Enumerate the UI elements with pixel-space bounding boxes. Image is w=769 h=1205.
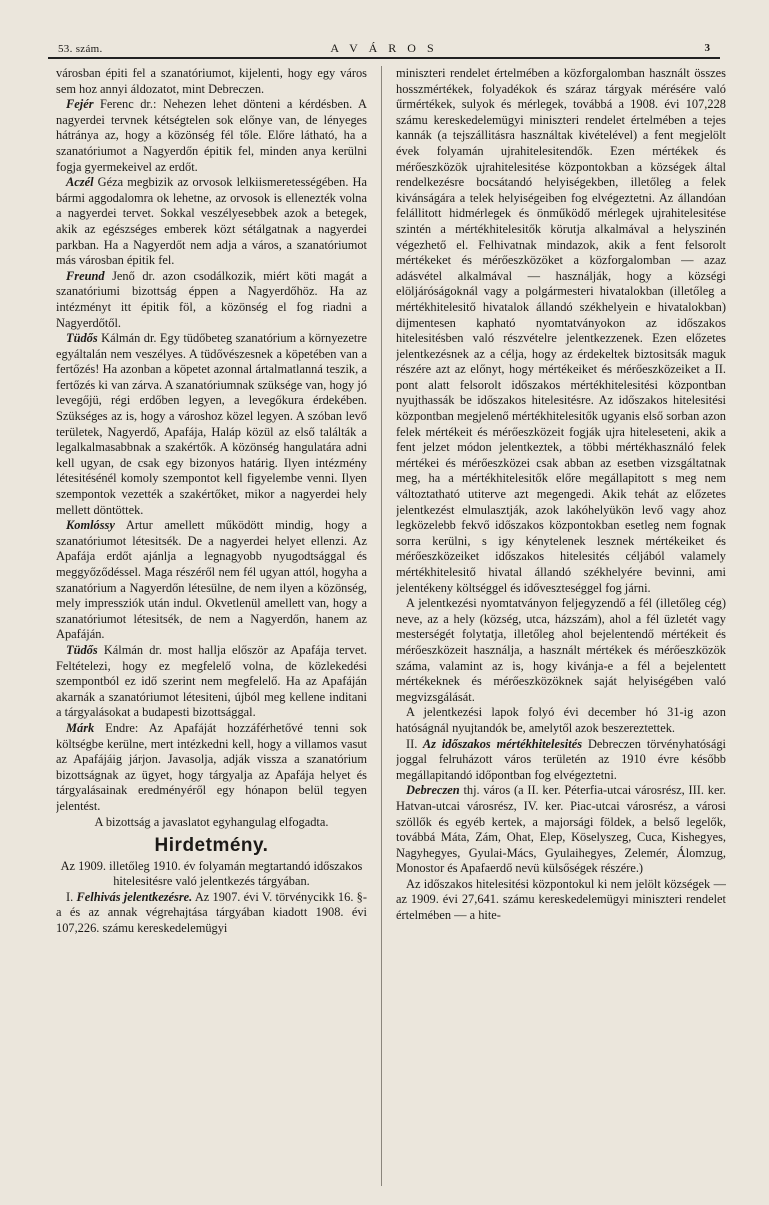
- paragraph-text: Debreczen törvényhatósági joggal felruházott város területén az 1910 évre később megállapitandó időpontban fog elvégeztetni.: [396, 736, 726, 782]
- paragraph: [56, 643, 367, 721]
- paragraph-text: Jenő dr. azon csodálkozik, miért köti magát a szanatóriumi bizottság éppen a Nagyerdőhöz. Ha az intézményt itt épitik föl, a közönség el fog riadni a Nagyerdőtől.: [56, 268, 367, 330]
- closing-line: A bizottság a javaslatot egyhangulag elfogadta.: [94, 814, 329, 829]
- speaker-name: Tüdős: [66, 642, 98, 657]
- left-column: [56, 66, 367, 1196]
- section-title: Felhivás jelentkezésre.: [73, 889, 193, 904]
- paragraph-text: Kálmán dr. most hallja először az Apafája tervet. Feltételezi, hogy ez megfelelő volna, de közlekedési szempontból ez idő szerint nem megfelelő. Ha az Apafáján akarnák a szanatóriumot létesiteni, újból meg kellene inditani a tárgyalásokat a budapesti bizottsággal.: [56, 642, 367, 720]
- paragraph: [56, 331, 367, 518]
- speaker-name: Aczél: [66, 175, 94, 190]
- notice-title: Hirdetmény.: [154, 835, 269, 857]
- paragraph: [56, 269, 367, 331]
- section-title: Az időszakos mértékhitelesités: [417, 736, 583, 751]
- paragraph-text: Endre: Az Apafáját hozzáférhetővé tenni sok költségbe kerülne, mert intézkedni kell, hogy a villamos vasut az Apafájáig járjon. Javasolja, adják vissza a szanatórium bizottságnak az ügyet, hogy tárgyalja az Apafája helyet és tárgyalásainak eredményéről egy hónapon belül tegyen jelentést.: [56, 720, 367, 813]
- section-number: II.: [406, 736, 418, 751]
- notice-subtitle: Az 1909. illetőleg 1910. év folyamán megtartandó időszakos hitelesitésre való jelentkezés tárgyában.: [60, 858, 363, 889]
- issue-number: 53. szám.: [58, 43, 103, 55]
- paragraph: A jelentkezési lapok folyó évi december hó 31-ig azon hatóságnál nyujtandók be, amelytől azok beszereztettek.: [396, 705, 726, 735]
- page-number: 3: [704, 42, 710, 54]
- paragraph: [56, 97, 367, 175]
- speaker-name: Fejér: [66, 97, 94, 112]
- speaker-name: Komlóssy: [66, 518, 115, 533]
- paragraph: Az időszakos hitelesitési központokul ki nem jelölt községek — az 1909. évi 27,641. számu kereskedelemügyi miniszteri rendelet értelmében — a hite-: [396, 876, 726, 923]
- paragraph-text: Az 1907. évi V. törvénycikk 16. §-a és az annak végrehajtása tárgyában kiadott 1908. évi 107,226. számu kereskedelemügyi: [56, 889, 367, 936]
- newspaper-title: A V Á R O S: [330, 41, 438, 55]
- page-header: [48, 37, 720, 59]
- paragraph: [396, 783, 726, 877]
- paragraph: [396, 737, 726, 784]
- paragraph: [56, 890, 367, 937]
- paragraph: [56, 518, 367, 643]
- place-name: Debreczen: [406, 783, 460, 798]
- paragraph-text: Artur amellett működött mindig, hogy a szanatóriumot létesitsék. De a nagyerdei helyet ellenzi. Az Apafája erdőt ajánlja a legnagyobb nyugodtsággal és meggyőződéssel. Maga részéről nem fél ugyan attól, hogyha a szanatórium a Nagyerdőn létesülne, de nem ilyen a közönség, mely impressziók után indul. Okvetlenül amellett van, hogy a szanatóriumot létesitsék, de nem a Nagyerdőn, hanem az Apafáján.: [56, 518, 367, 642]
- paragraph: [56, 721, 367, 815]
- speaker-name: Freund: [66, 268, 105, 283]
- column-divider: [381, 66, 382, 1186]
- paragraph-text: Géza megbizik az orvosok lelkiismeretességében. Ha bármi aggodalomra ok lehetne, az orvosok is ellenezték volna a nagyerdei tervet. Sokkal veszélyesebbek azok a betegek, akik az egészséges emberek közt sétálgatnak a nagyerdei parkban. Ha a Nagyerdőt nem adja a város, a szanatóriumot más városban épitik fel.: [56, 175, 367, 268]
- paragraph: városban épiti fel a szanatóriumot, kijelenti, hogy egy város sem hoz annyi áldozatot, mint Debreczen.: [56, 66, 367, 96]
- paragraph-text: Ferenc dr.: Nehezen lehet dönteni a kérdésben. A nagyerdei tervnek kétségtelen sok előnye van, de lényeges hátránya az, hogy a közönség fél tőle. Előre látható, ha a szanatóriumot a Nagyerdőn épitik fel, minden anya kerülni fogja gyermekeivel az erdőt.: [56, 97, 367, 174]
- paragraph: [56, 175, 367, 269]
- paragraph: A jelentkezési nyomtatványon feljegyzendő a fél (illetőleg cég) neve, az a hely (község, utca, házszám), ahol a fél üzletét vagy mesterségét folytatja, illetőleg ahol bejelentendő mértékeit és mérőeszközeit használja, a használt mértékek és mérőeszközök száma, valamint az is, hogy kivánja-e a fél a bejelentett mértékeknek és mérőeszközöknek saját helyiségében való megvizsgálását.: [396, 596, 726, 704]
- section-number: I.: [66, 889, 74, 904]
- right-column: [396, 66, 726, 1196]
- paragraph-text: Kálmán dr. Egy tüdőbeteg szanatórium a környezetre egyáltalán nem veszélyes. A tüdővészesnek a köpetében van a fertőzés! Ha azonban a köpetet azonnal ártalmatlanná teszik, a fertőzés ki van zárva. A szanatóriumnak szüksége van, hogy jó levegőjü, régi erdőben legyen, a levegőkura érdekében. Szükséges az is, hogy a városhoz közel legyen. A szóban levő területek, Nagyerdő, Apafája, Haláp közül az első találták a legalkalmasabbnak a szakértők. A közönség hangulatára adni kell ugyan, de csak egy bizonyos határig. Ilyen intézmény létesitésénél komoly szempontot kell figyelembe venni. Ilyen szempontok vezették a szakértőket, mikor a nagyerdei hely mellett döntöttek.: [56, 331, 367, 517]
- speaker-name: Tüdős: [66, 331, 98, 346]
- speaker-name: Márk: [66, 720, 95, 735]
- paragraph-text: thj. város (a II. ker. Péterfia-utcai városrész, III. ker. Hatvan-utcai városrész, IV. ker. Piac-utcai városrész, a városi szöllők és egyéb kertek, a majorsági földek, a belső legelők, továbbá Máta, Zám, Ohat, Elep, Köselyszeg, Cuca, Kishegyes, Nagyhegyes, Gyulai-Mács, Gyulaihegyes, Zelemér, Álomzug, Monostor és Apafaerdő nevü külsőségek részére.): [396, 783, 726, 876]
- paragraph: miniszteri rendelet értelmében a közforgalomban használt összes hosszmértékek, folyadékok és száraz tárgyak mérésére való űrmértékek, sulyok és mérlegek, továbbá a 1908. évi 107,228 számu kereskedelemügyi miniszteri rendelet értelmében a tejes kannák (a tejszállitásra használtak kivételével) a fent megjelölt évek folyamán ujrahitelesitendők. Ezen mértékek és mérőeszközök ujrahitelesitése központokban a községek által rendelkezésre bocsátandó helyiségekben, illetőleg a felek kivánságára a telek helyiségeiben fog elvégeztetni. Az állandóan felállitott hidmérlegek és önműködő mérlegek ujrahitelesitése szintén a mértékhitelesitők körutja alkalmával a helyszinén végezhető el. Felhivatnak mindazok, akik a fent felsorolt mértékeket és mérőeszközöket a közforgalomban — azaz adásvétel alkalmával — használják, hogy a községi elöljáróságoknál vagy a polgármesteri hivatalokban (illetőleg a mértékhitelesitő hivatalok állandó székhelyein e hivatalokban) dijmentesen kapható nyomtatványokon az időszakos hitelesitésben való részvételre jelentkezzenek. Ezen előzetes jelentkezésnek az a célja, hogy az érdekeltek biztositsák maguk részére azt az előnyt, hogy mértékeiket és mérőeszközeiket a II. pont alatt felsorolt időszakos mértékhitelesitési központban nyujthassák be időszakos hitelesitésre. Az időszakos hitelesitési központban megjelenő mértékhitelesitők ugyanis első sorban azon felek mértékeit és mérőeszközeit fogják ujra hiteleseteni, akik a fent jelzet módon jelentkeztek, a többi mértékhasználó felek mértékei és mérőeszközei csak abban az esetben vizsgáltatnak meg, ha a mértékhitelesitők előre megállapitott s meg nem változtatható utiterve azt megengedi. Akik tehát az előzetes jelentkezést elmulasztják, azok lakóhelyükön levő vagy ahoz legközelebb fekvő időszakos központokban esetleg nem fognak sorra kerülni, s igy kénytelenek lesznek mértékeiket és mérőeszközeiket időszakos hitelesités céljából valamely mértékhitelesitő hivatal állandó székhelyére bevinni, ami jelentékeny költséggel és időveszteséggel fog járni.: [396, 66, 726, 595]
